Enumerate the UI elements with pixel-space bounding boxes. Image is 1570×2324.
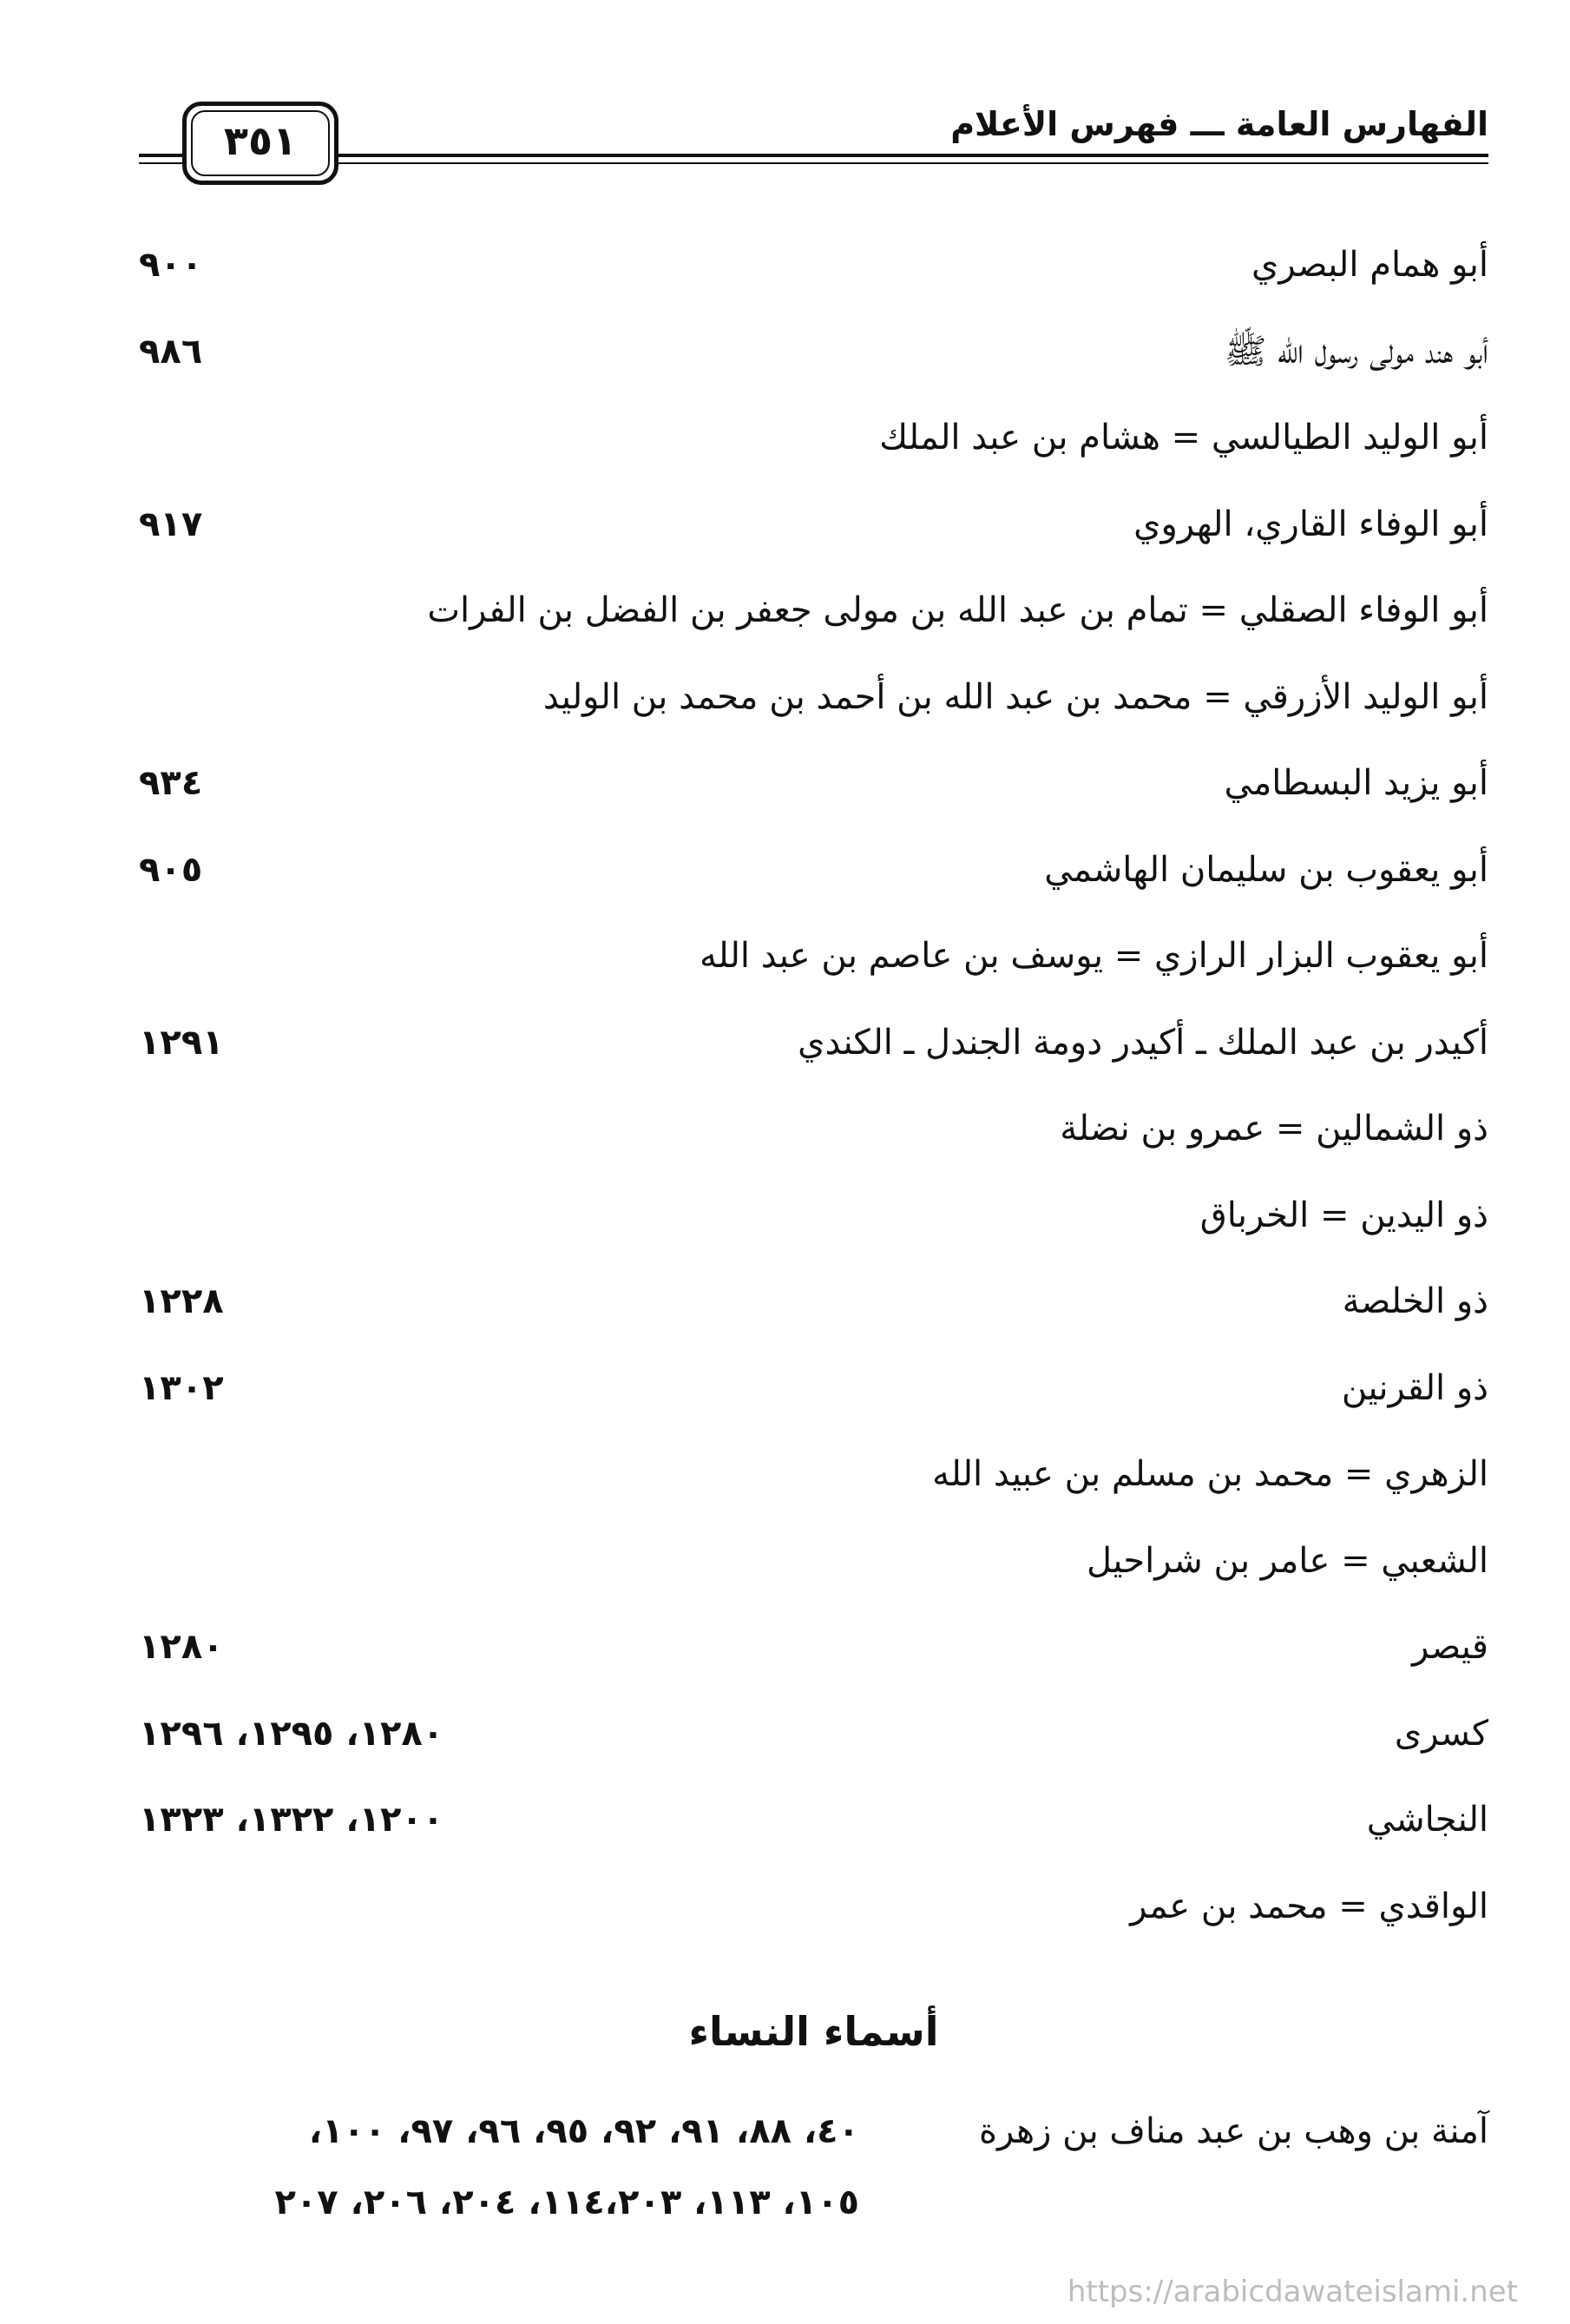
index-entry-women: [139, 2101, 1488, 2240]
section-heading-women: أسماء النساء: [688, 2008, 939, 2055]
entry-name: الزهري = محمد بن مسلم بن عبيد الله: [932, 1454, 1488, 1494]
entry-name: أبو الوليد الأزرقي = محمد بن عبد الله بن أحمد بن محمد بن الوليد: [542, 677, 1488, 717]
entry-name: النجاشي: [1366, 1800, 1488, 1840]
entry-pages: ١٣٠٢: [139, 1368, 224, 1408]
entry-name: أبو هند مولى رسول الله ﷺ: [1224, 332, 1488, 372]
entry-name: ذو القرنين: [1341, 1368, 1488, 1408]
index-entry: [139, 1012, 1488, 1073]
entry-pages: ١٢٠٠، ١٣٢٢، ١٣٢٣: [139, 1800, 444, 1840]
entry-pages: ١٢٨٠: [139, 1627, 224, 1667]
page-number-frame: [182, 102, 338, 185]
entry-name: أبو يزيد البسطامي: [1224, 763, 1488, 803]
entry-name: أكيدر بن عبد الملك ـ أكيدر دومة الجندل ـ الكندي: [798, 1023, 1488, 1063]
index-entry: [139, 407, 1488, 468]
entry-name: الشعبي = عامر بن شراحيل: [1087, 1541, 1488, 1581]
entry-pages: ٩٣٤: [139, 763, 203, 803]
watermark-url: https://arabicdawateislami.net: [1067, 2275, 1518, 2309]
entry-name: قيصر: [1412, 1627, 1488, 1667]
entry-name: أبو همام البصري: [1251, 245, 1488, 285]
index-entry: [139, 1531, 1488, 1591]
index-entry: [139, 1703, 1488, 1764]
entry-pages: ٩٠٥: [139, 850, 203, 890]
index-entry: [139, 580, 1488, 641]
entry-name: أبو يعقوب البزار الرازي = يوسف بن عاصم بن عبد الله: [700, 936, 1488, 976]
entry-pages: ٩٨٦: [139, 332, 203, 372]
index-entry: [139, 667, 1488, 727]
entry-pages: ١٢٩١: [139, 1023, 224, 1063]
running-title: الفهارس العامة ـــ فهرس الأعلام: [950, 105, 1488, 143]
index-entry: [139, 1185, 1488, 1246]
index-entry: [139, 234, 1488, 295]
entry-pages-line-1: ٤٠، ٨٨، ٩١، ٩٢، ٩٥، ٩٦، ٩٧، ١٠٠،: [308, 2111, 859, 2151]
index-entry: [139, 753, 1488, 813]
entry-name: أبو الوفاء القاري، الهروي: [1133, 504, 1488, 544]
index-entry: [139, 1616, 1488, 1677]
entry-name: الواقدي = محمد بن عمر: [1130, 1886, 1488, 1926]
index-entry: [139, 1444, 1488, 1504]
index-entry: [139, 1789, 1488, 1850]
entry-name: ذو الشمالين = عمرو بن نضلة: [1060, 1109, 1488, 1149]
entry-pages: ١٢٢٨: [139, 1281, 224, 1321]
entry-name: ذو اليدين = الخرباق: [1199, 1195, 1488, 1235]
index-entry: [139, 1271, 1488, 1332]
page-number: ٣٥١: [223, 117, 298, 164]
entry-pages: ١٢٨٠، ١٢٩٥، ١٢٩٦: [139, 1714, 444, 1754]
index-entry: [139, 925, 1488, 986]
index-entry: [139, 1876, 1488, 1937]
header-rule-thick: [139, 154, 1488, 157]
entry-name: آمنة بن وهب بن عبد مناف بن زهرة: [978, 2111, 1488, 2151]
index-entry: [139, 1358, 1488, 1419]
page-header: [139, 91, 1488, 195]
entry-pages-line-2: ١٠٥، ١١٣، ١١٤،٢٠٣، ٢٠٤، ٢٠٦، ٢٠٧: [274, 2182, 859, 2222]
entry-name: أبو الوليد الطيالسي = هشام بن عبد الملك: [879, 418, 1488, 458]
header-rule-thin: [139, 162, 1488, 164]
entry-pages: ٩١٧: [139, 504, 203, 544]
index-entry: [139, 839, 1488, 900]
index-entry: [139, 1098, 1488, 1159]
entry-name: كسرى: [1394, 1714, 1488, 1754]
index-entry: [139, 494, 1488, 555]
entry-name: أبو الوفاء الصقلي = تمام بن عبد الله بن مولى جعفر بن الفضل بن الفرات: [427, 590, 1488, 630]
entry-pages: ٩٠٠: [139, 245, 203, 285]
index-entry: [139, 321, 1488, 382]
entry-name: أبو يعقوب بن سليمان الهاشمي: [1044, 850, 1488, 890]
entry-name: ذو الخلصة: [1342, 1281, 1488, 1321]
